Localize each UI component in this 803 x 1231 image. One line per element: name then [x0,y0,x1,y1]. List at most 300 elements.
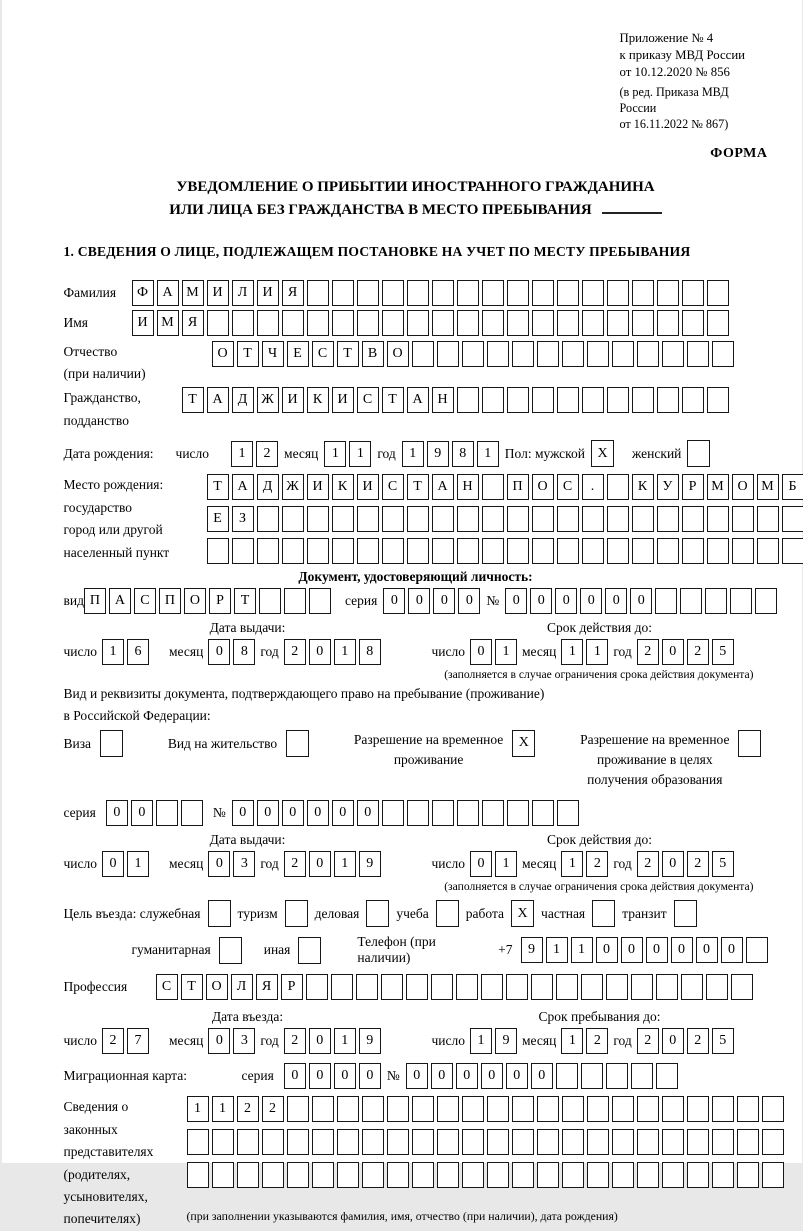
char-cell[interactable]: П [84,588,106,614]
char-cell[interactable]: Р [682,474,704,500]
char-cell[interactable] [612,341,634,367]
char-cell[interactable]: Р [209,588,231,614]
char-cell[interactable]: 0 [458,588,480,614]
id-issue-year-field[interactable] [284,639,381,665]
char-cell[interactable] [607,280,629,306]
char-cell[interactable]: 0 [102,851,124,877]
char-cell[interactable] [284,588,306,614]
char-cell[interactable]: Т [234,588,256,614]
char-cell[interactable]: 0 [307,800,329,826]
char-cell[interactable]: Т [182,387,204,413]
char-cell[interactable] [507,310,529,336]
char-cell[interactable]: 0 [555,588,577,614]
representatives-row1-field[interactable] [187,1096,784,1122]
char-cell[interactable]: 2 [637,1028,659,1054]
char-cell[interactable] [357,280,379,306]
char-cell[interactable] [557,387,579,413]
char-cell[interactable]: 0 [580,588,602,614]
char-cell[interactable]: 1 [561,639,583,665]
char-cell[interactable] [507,506,529,532]
char-cell[interactable] [632,387,654,413]
representatives-row3-field[interactable] [187,1162,784,1188]
char-cell[interactable]: Р [281,974,303,1000]
char-cell[interactable] [306,974,328,1000]
stay-month-field[interactable] [561,1028,608,1054]
doc2-issue-day-field[interactable] [102,851,149,877]
char-cell[interactable]: М [757,474,779,500]
char-cell[interactable]: И [207,280,229,306]
char-cell[interactable]: М [157,310,179,336]
char-cell[interactable]: 0 [470,851,492,877]
char-cell[interactable]: 2 [637,851,659,877]
char-cell[interactable]: 5 [712,639,734,665]
char-cell[interactable]: 1 [187,1096,209,1122]
surname-field[interactable] [132,280,729,306]
char-cell[interactable]: 1 [561,851,583,877]
char-cell[interactable]: Е [207,506,229,532]
char-cell[interactable]: 2 [687,851,709,877]
char-cell[interactable]: 0 [383,588,405,614]
char-cell[interactable] [482,387,504,413]
char-cell[interactable]: Н [432,387,454,413]
char-cell[interactable] [362,1096,384,1122]
char-cell[interactable] [406,974,428,1000]
char-cell[interactable]: 2 [284,851,306,877]
char-cell[interactable] [381,974,403,1000]
char-cell[interactable] [332,538,354,564]
char-cell[interactable] [482,506,504,532]
char-cell[interactable] [637,1096,659,1122]
char-cell[interactable]: 7 [127,1028,149,1054]
temp-residence-checkbox[interactable]: X [512,730,535,757]
purpose-official-checkbox[interactable] [208,900,231,927]
char-cell[interactable] [582,506,604,532]
char-cell[interactable] [687,341,709,367]
char-cell[interactable]: 0 [596,937,618,963]
char-cell[interactable]: 1 [127,851,149,877]
char-cell[interactable] [507,538,529,564]
char-cell[interactable]: Б [782,474,803,500]
char-cell[interactable] [582,310,604,336]
doc-type-field[interactable] [84,588,331,614]
char-cell[interactable]: С [382,474,404,500]
residence-permit-checkbox[interactable] [286,730,309,757]
char-cell[interactable] [212,1162,234,1188]
char-cell[interactable]: С [312,341,334,367]
char-cell[interactable] [556,1063,578,1089]
char-cell[interactable]: 1 [561,1028,583,1054]
char-cell[interactable] [607,538,629,564]
char-cell[interactable] [412,1162,434,1188]
char-cell[interactable] [457,280,479,306]
char-cell[interactable]: П [159,588,181,614]
char-cell[interactable] [737,1129,759,1155]
char-cell[interactable]: А [109,588,131,614]
char-cell[interactable] [607,310,629,336]
char-cell[interactable]: Т [181,974,203,1000]
char-cell[interactable] [557,800,579,826]
char-cell[interactable] [437,341,459,367]
char-cell[interactable]: 0 [257,800,279,826]
char-cell[interactable] [712,1162,734,1188]
char-cell[interactable] [287,1129,309,1155]
char-cell[interactable]: К [332,474,354,500]
char-cell[interactable]: 1 [495,851,517,877]
char-cell[interactable] [462,1162,484,1188]
char-cell[interactable] [482,280,504,306]
char-cell[interactable] [731,974,753,1000]
char-cell[interactable] [612,1096,634,1122]
id-issue-day-field[interactable] [102,639,149,665]
char-cell[interactable]: Н [457,474,479,500]
char-cell[interactable]: 2 [284,1028,306,1054]
char-cell[interactable] [707,280,729,306]
char-cell[interactable]: 0 [456,1063,478,1089]
char-cell[interactable] [232,310,254,336]
char-cell[interactable] [532,310,554,336]
char-cell[interactable]: 2 [262,1096,284,1122]
char-cell[interactable] [382,538,404,564]
char-cell[interactable]: И [307,474,329,500]
char-cell[interactable] [531,974,553,1000]
char-cell[interactable]: 0 [431,1063,453,1089]
char-cell[interactable] [606,1063,628,1089]
char-cell[interactable] [487,1096,509,1122]
char-cell[interactable] [680,588,702,614]
char-cell[interactable] [556,974,578,1000]
representatives-row2-field[interactable] [187,1129,784,1155]
char-cell[interactable]: 2 [637,639,659,665]
doc2-valid-month-field[interactable] [561,851,608,877]
char-cell[interactable]: 0 [662,639,684,665]
stay-year-field[interactable] [637,1028,734,1054]
char-cell[interactable] [457,538,479,564]
char-cell[interactable]: 0 [671,937,693,963]
char-cell[interactable]: 0 [284,1063,306,1089]
purpose-study-checkbox[interactable] [436,900,459,927]
char-cell[interactable]: Е [287,341,309,367]
char-cell[interactable] [507,800,529,826]
char-cell[interactable]: 2 [687,1028,709,1054]
migration-number-field[interactable] [406,1063,678,1089]
char-cell[interactable]: 2 [102,1028,124,1054]
char-cell[interactable]: О [387,341,409,367]
purpose-tourism-checkbox[interactable] [285,900,308,927]
char-cell[interactable]: И [132,310,154,336]
char-cell[interactable]: Я [256,974,278,1000]
citizenship-field[interactable] [182,387,729,413]
char-cell[interactable]: 1 [334,1028,356,1054]
char-cell[interactable] [655,588,677,614]
char-cell[interactable] [537,1129,559,1155]
char-cell[interactable] [657,280,679,306]
char-cell[interactable] [737,1096,759,1122]
migration-seriya-field[interactable] [284,1063,381,1089]
char-cell[interactable] [382,280,404,306]
char-cell[interactable] [332,280,354,306]
char-cell[interactable] [746,937,768,963]
char-cell[interactable] [456,974,478,1000]
char-cell[interactable] [707,387,729,413]
char-cell[interactable] [337,1096,359,1122]
char-cell[interactable]: 1 [349,441,371,467]
char-cell[interactable]: 0 [662,851,684,877]
char-cell[interactable] [782,506,803,532]
char-cell[interactable] [532,506,554,532]
birthplace-row2-field[interactable] [207,506,803,532]
doc2-number-field[interactable] [232,800,579,826]
char-cell[interactable]: 5 [712,851,734,877]
char-cell[interactable]: 5 [712,1028,734,1054]
char-cell[interactable]: Ч [262,341,284,367]
char-cell[interactable] [631,974,653,1000]
char-cell[interactable]: З [232,506,254,532]
char-cell[interactable]: 1 [571,937,593,963]
char-cell[interactable] [612,1129,634,1155]
char-cell[interactable]: Ж [282,474,304,500]
patronymic-field[interactable] [212,341,734,367]
char-cell[interactable]: 0 [505,588,527,614]
char-cell[interactable] [762,1096,784,1122]
char-cell[interactable]: В [362,341,384,367]
char-cell[interactable] [587,1096,609,1122]
char-cell[interactable]: С [357,387,379,413]
char-cell[interactable]: 2 [586,1028,608,1054]
char-cell[interactable] [457,310,479,336]
char-cell[interactable] [507,387,529,413]
char-cell[interactable] [432,506,454,532]
char-cell[interactable]: 6 [127,639,149,665]
char-cell[interactable]: 0 [630,588,652,614]
char-cell[interactable] [732,538,754,564]
char-cell[interactable] [662,341,684,367]
char-cell[interactable] [332,506,354,532]
char-cell[interactable]: А [207,387,229,413]
char-cell[interactable] [687,1162,709,1188]
char-cell[interactable]: И [257,280,279,306]
char-cell[interactable]: И [282,387,304,413]
char-cell[interactable]: П [507,474,529,500]
doc2-seriya-field[interactable] [106,800,203,826]
birthplace-row3-field[interactable] [207,538,803,564]
char-cell[interactable] [612,1162,634,1188]
char-cell[interactable] [432,800,454,826]
char-cell[interactable] [487,1162,509,1188]
char-cell[interactable] [662,1129,684,1155]
char-cell[interactable] [737,1162,759,1188]
char-cell[interactable] [631,1063,653,1089]
char-cell[interactable]: 1 [102,639,124,665]
given-name-field[interactable] [132,310,729,336]
char-cell[interactable] [407,506,429,532]
char-cell[interactable] [757,506,779,532]
char-cell[interactable]: Т [407,474,429,500]
char-cell[interactable] [587,341,609,367]
char-cell[interactable] [512,341,534,367]
char-cell[interactable] [581,974,603,1000]
char-cell[interactable] [357,506,379,532]
id-valid-month-field[interactable] [561,639,608,665]
char-cell[interactable]: 1 [477,441,499,467]
char-cell[interactable] [557,280,579,306]
char-cell[interactable] [331,974,353,1000]
char-cell[interactable]: О [206,974,228,1000]
char-cell[interactable] [637,341,659,367]
char-cell[interactable] [287,1162,309,1188]
id-valid-day-field[interactable] [470,639,517,665]
char-cell[interactable] [407,280,429,306]
char-cell[interactable] [682,280,704,306]
doc2-valid-year-field[interactable] [637,851,734,877]
char-cell[interactable] [387,1162,409,1188]
purpose-other-checkbox[interactable] [298,937,321,964]
char-cell[interactable]: 0 [332,800,354,826]
char-cell[interactable] [257,506,279,532]
char-cell[interactable]: М [707,474,729,500]
char-cell[interactable]: 0 [406,1063,428,1089]
char-cell[interactable] [582,280,604,306]
char-cell[interactable]: У [657,474,679,500]
char-cell[interactable] [532,387,554,413]
char-cell[interactable]: О [532,474,554,500]
char-cell[interactable]: А [232,474,254,500]
char-cell[interactable] [187,1129,209,1155]
char-cell[interactable] [607,474,629,500]
char-cell[interactable]: 0 [721,937,743,963]
char-cell[interactable] [407,800,429,826]
id-issue-month-field[interactable] [208,639,255,665]
stay-day-field[interactable] [470,1028,517,1054]
char-cell[interactable] [457,800,479,826]
char-cell[interactable]: 1 [470,1028,492,1054]
char-cell[interactable]: 0 [131,800,153,826]
char-cell[interactable]: И [357,474,379,500]
char-cell[interactable] [762,1162,784,1188]
char-cell[interactable] [282,538,304,564]
char-cell[interactable]: Ф [132,280,154,306]
birth-day-field[interactable] [231,441,278,467]
char-cell[interactable]: 0 [530,588,552,614]
char-cell[interactable] [432,310,454,336]
char-cell[interactable] [462,1129,484,1155]
char-cell[interactable] [362,1129,384,1155]
char-cell[interactable]: 0 [208,639,230,665]
char-cell[interactable]: 0 [208,851,230,877]
char-cell[interactable]: 1 [495,639,517,665]
char-cell[interactable] [307,506,329,532]
char-cell[interactable] [782,538,803,564]
char-cell[interactable] [712,1096,734,1122]
char-cell[interactable] [537,341,559,367]
char-cell[interactable]: Т [337,341,359,367]
char-cell[interactable] [309,588,331,614]
char-cell[interactable] [532,280,554,306]
char-cell[interactable]: 0 [334,1063,356,1089]
char-cell[interactable]: С [557,474,579,500]
char-cell[interactable] [287,1096,309,1122]
char-cell[interactable] [487,1129,509,1155]
char-cell[interactable] [232,538,254,564]
char-cell[interactable] [712,1129,734,1155]
temp-residence-edu-checkbox[interactable] [738,730,761,757]
char-cell[interactable] [557,506,579,532]
char-cell[interactable] [431,974,453,1000]
char-cell[interactable] [532,538,554,564]
char-cell[interactable]: 0 [282,800,304,826]
char-cell[interactable] [462,1096,484,1122]
char-cell[interactable] [307,538,329,564]
char-cell[interactable] [607,506,629,532]
char-cell[interactable] [562,1129,584,1155]
char-cell[interactable]: 0 [309,1063,331,1089]
char-cell[interactable] [207,538,229,564]
char-cell[interactable]: 0 [232,800,254,826]
char-cell[interactable]: А [407,387,429,413]
char-cell[interactable]: О [184,588,206,614]
purpose-business-checkbox[interactable] [366,900,389,927]
char-cell[interactable] [257,310,279,336]
char-cell[interactable]: 2 [284,639,306,665]
profession-field[interactable] [156,974,753,1000]
char-cell[interactable] [681,974,703,1000]
char-cell[interactable] [656,1063,678,1089]
char-cell[interactable]: Я [282,280,304,306]
char-cell[interactable] [412,341,434,367]
char-cell[interactable] [707,310,729,336]
char-cell[interactable] [532,800,554,826]
char-cell[interactable]: Т [237,341,259,367]
char-cell[interactable] [481,974,503,1000]
char-cell[interactable]: 9 [521,937,543,963]
char-cell[interactable]: 2 [687,639,709,665]
char-cell[interactable]: 0 [208,1028,230,1054]
char-cell[interactable] [356,974,378,1000]
char-cell[interactable]: Ж [257,387,279,413]
char-cell[interactable]: С [156,974,178,1000]
char-cell[interactable]: 0 [309,851,331,877]
char-cell[interactable] [662,1096,684,1122]
char-cell[interactable] [562,1096,584,1122]
char-cell[interactable] [657,387,679,413]
birthplace-row1-field[interactable] [207,474,803,500]
char-cell[interactable]: К [632,474,654,500]
char-cell[interactable] [357,538,379,564]
char-cell[interactable] [312,1096,334,1122]
char-cell[interactable] [482,310,504,336]
char-cell[interactable] [312,1162,334,1188]
char-cell[interactable] [562,341,584,367]
char-cell[interactable] [259,588,281,614]
char-cell[interactable] [687,1096,709,1122]
doc-seriya-field[interactable] [383,588,480,614]
doc2-issue-year-field[interactable] [284,851,381,877]
char-cell[interactable]: Л [231,974,253,1000]
char-cell[interactable] [662,1162,684,1188]
char-cell[interactable] [632,538,654,564]
char-cell[interactable] [156,800,178,826]
char-cell[interactable]: 0 [408,588,430,614]
char-cell[interactable]: 1 [231,441,253,467]
char-cell[interactable] [582,538,604,564]
char-cell[interactable] [212,1129,234,1155]
female-checkbox[interactable] [687,440,710,467]
char-cell[interactable]: 0 [506,1063,528,1089]
char-cell[interactable] [506,974,528,1000]
char-cell[interactable]: 1 [212,1096,234,1122]
char-cell[interactable] [755,588,777,614]
char-cell[interactable]: 1 [334,639,356,665]
char-cell[interactable]: 8 [359,639,381,665]
